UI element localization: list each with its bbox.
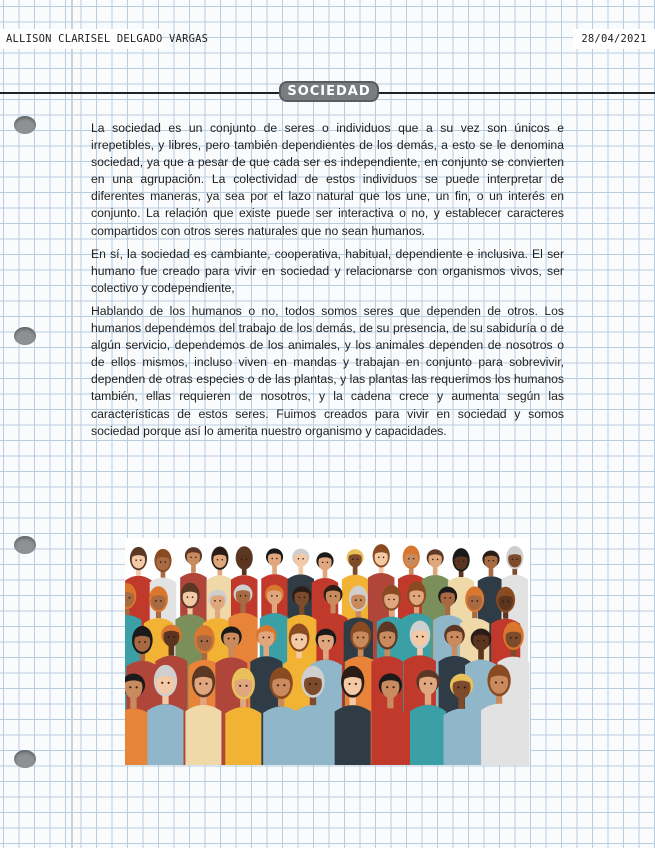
binder-hole [14, 327, 36, 345]
page-title: SOCIEDAD [279, 81, 379, 102]
binder-hole [14, 750, 36, 768]
binder-hole [14, 536, 36, 554]
crowd-of-people-illustration [125, 538, 530, 765]
title-rule-left [0, 92, 280, 94]
date-label: 28/04/2021 [573, 29, 655, 49]
title-rule-right [378, 92, 655, 94]
paragraph: En sí, la sociedad es cambiante, cooperativa, habitual, dependiente e inclusiva. El ser humano fue creado para vivir en sociedad y relacionarse con organismos vivos, ser colectivo y codependiente, [91, 246, 564, 295]
paragraph: Hablando de los humanos o no, todos somos seres que dependen de otros. Los humanos dependemos del trabajo de los demás, de su presencia, de su sabiduría o de algún servicio, dependemos de los animales, y los animales dependen de nosotros o de ellos mismos, incluso viven en mandas y trabajan en conjunto para sobrevivir, dependen de otras especies o de las plantas, y las plantas las requerimos los humanos también, ellas requieren de nosotros, y la cadena crece y aumenta según las características de estos seres. Fuimos creados para vivir en sociedad y somos sociedad porque así lo amerita nuestro organismo y capacidades. [91, 303, 564, 438]
paragraph: La sociedad es un conjunto de seres o individuos que a su vez son únicos e irrepetibles, y libres, pero también dependientes de los demás, a esto se le denomina sociedad, ya que a pesar de que cada ser es independiente, en conjunto se convierten en una agrupación. La colectividad de estos individuos se puede interpretar de diferentes maneras, ya sea por el lazo natural que los une, un fin, o un interés en conjunto. La relación que existe puede ser interactiva o no, y establecer caracteres compartidos con otros seres naturales que no sean humanos. [91, 121, 564, 238]
document-body [91, 120, 564, 446]
notebook-margin-line [71, 0, 73, 848]
author-name: ALLISON CLARISEL DELGADO VARGAS [0, 29, 162, 49]
binder-hole [14, 116, 36, 134]
